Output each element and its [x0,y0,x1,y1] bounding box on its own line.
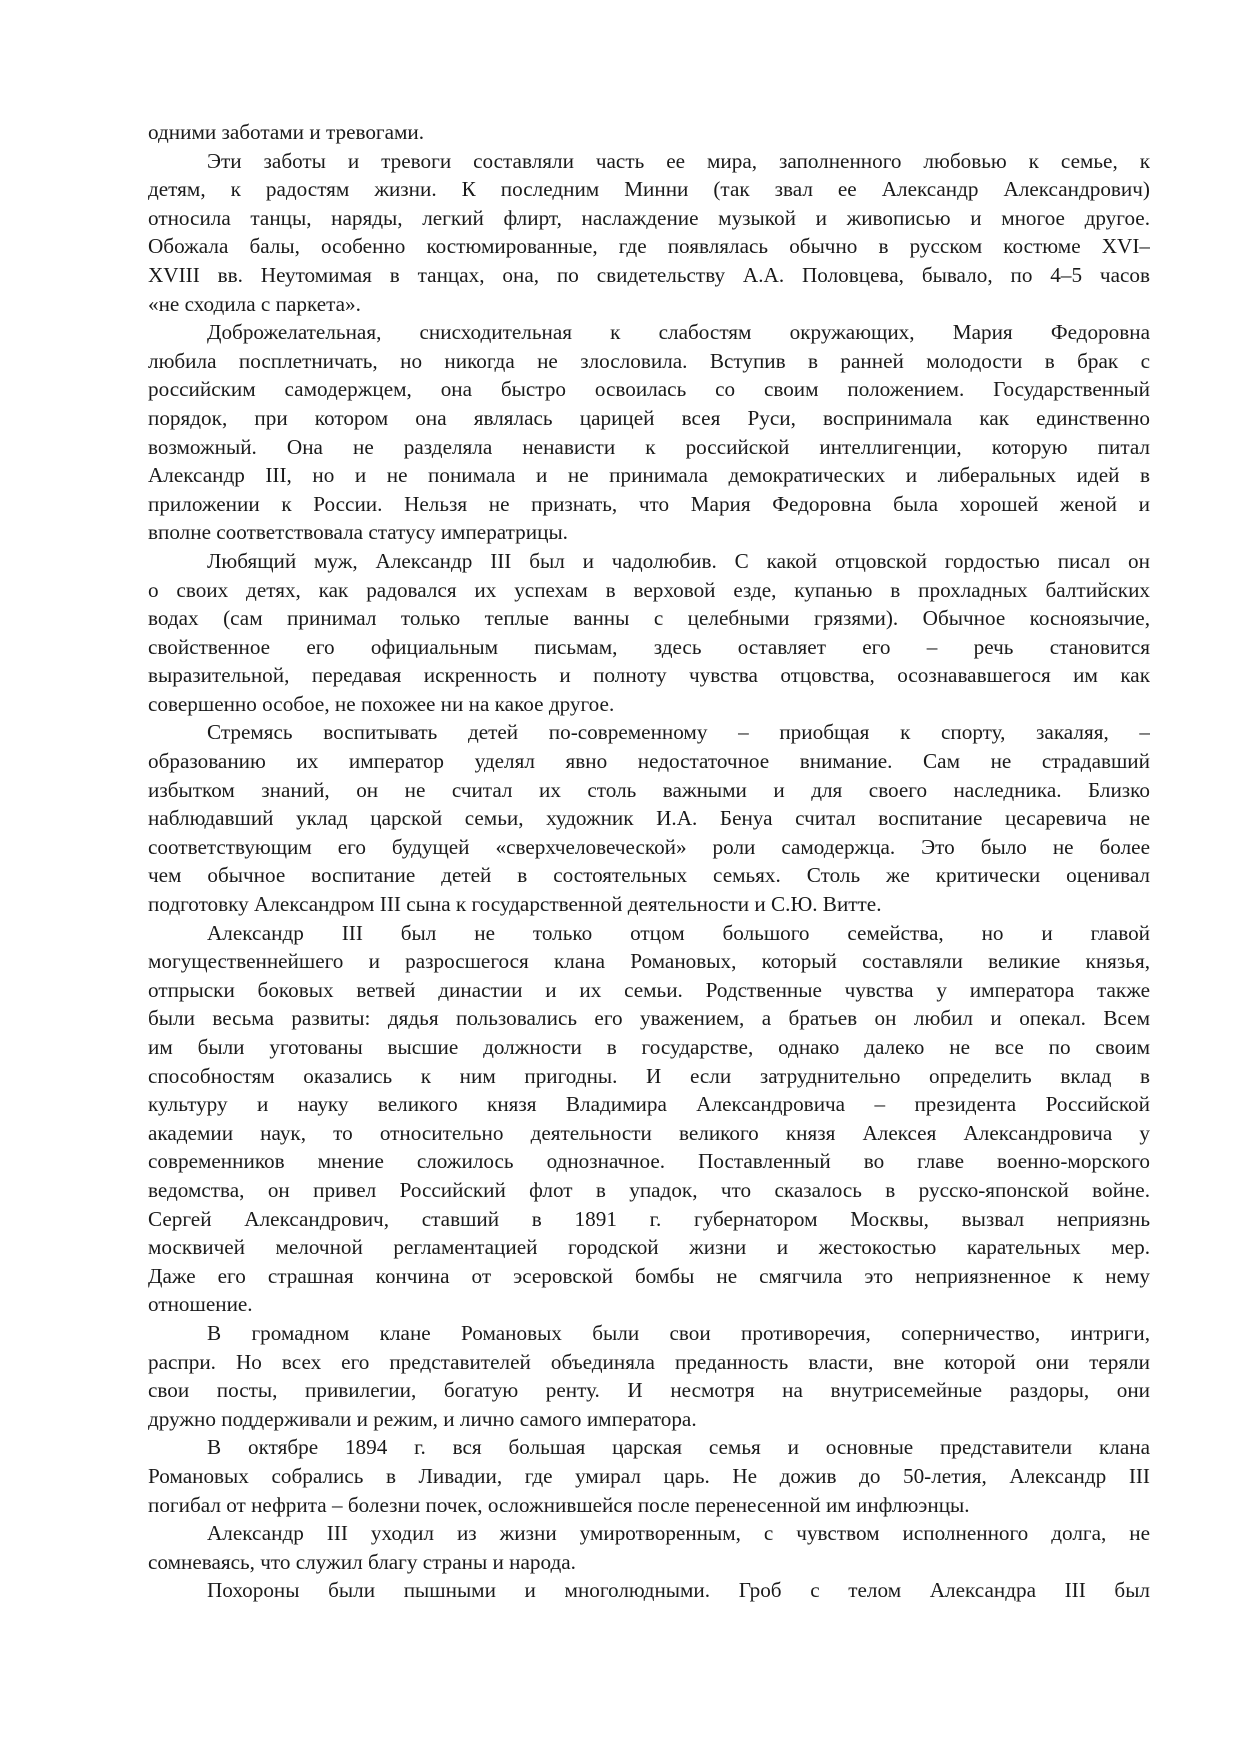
paragraph [148,147,1150,319]
text-line: им были уготованы высшие должности в государстве, однако далеко не все по своим [148,1035,1150,1059]
text-line: ведомства, он привел Российский флот в упадок, что сказалось в русско-японской войне. [148,1177,1150,1202]
text-line: Доброжелательная, снисходительная к слабостям окружающих, Мария Федоровна [207,320,1150,345]
text-line: российским самодержцем, она быстро освоилась со своим положением. Государственный [148,377,1150,402]
text-line: Любящий муж, Александр III был и чадолюбив. С какой отцовской гордостью писал он [207,548,1150,573]
paragraph [148,1576,1150,1605]
paragraph [148,118,1150,147]
text-line: Даже его страшная кончина от эсеровской бомбы не смягчила это неприязненное к нему [148,1263,1150,1288]
text-line: относила танцы, наряды, легкий флирт, наслаждение музыкой и живописью и многое другое. [148,205,1150,230]
text-line: избытком знаний, он не считал их столь важными и для своего наследника. Близко [148,777,1150,802]
text-line: чем обычное воспитание детей в состоятельных семьях. Столь же критически оценивал [148,863,1150,888]
text-line: одними заботами и тревогами. [148,120,425,144]
text-line: порядок, при котором она являлась царицей всея Руси, воспринимала как единственно [148,405,1150,430]
text-line: Александр III был не только отцом большого семейства, но и главой [207,920,1150,945]
text-line: приложении к России. Нельзя не признать, что Мария Федоровна была хорошей женой и [148,491,1150,516]
text-line: свойственное его официальным письмам, здесь оставляет его – речь становится [148,634,1150,659]
text-line: Александр III, но и не понимала и не принимала демократических и либеральных идей в [148,463,1150,488]
text-line: водах (сам принимал только теплые ванны с целебными грязями). Обычное косноязычие, [148,606,1150,631]
text-line: могущественнейшего и разросшегося клана Романовых, который составляли великие князья, [148,949,1150,974]
text-line: москвичей мелочной регламентацией городской жизни и жестокостью карательных мер. [148,1235,1150,1260]
paragraph [148,919,1150,1319]
text-line: Эти заботы и тревоги составляли часть ее мира, заполненного любовью к семье, к [207,148,1150,173]
text-line: соответствующим его будущей «сверхчеловеческой» роли самодержца. Это было не более [148,834,1150,859]
text-line: детям, к радостям жизни. К последним Минни (так звал ее Александр Александрович) [148,177,1150,202]
text-line: Александр III уходил из жизни умиротворенным, с чувством исполненного долга, не [207,1521,1150,1546]
text-line: подготовку Александром III сына к государственной деятельности и С.Ю. Витте. [148,892,882,917]
text-line: «не сходила с паркета». [148,291,361,316]
text-line: о своих детях, как радовался их успехам в верховой езде, купанью в прохладных балтийских [148,577,1150,602]
text-line: Стремясь воспитывать детей по-современному – приобщая к спорту, закаляя, – [207,720,1150,745]
text-line: совершенно особое, не похожее ни на какое другое. [148,691,615,716]
text-line: свои посты, привилегии, богатую ренту. И несмотря на внутрисемейные раздоры, они [148,1378,1150,1403]
text-line: распри. Но всех его представителей объединяла преданность власти, вне которой они теряли [148,1349,1150,1374]
text-line: дружно поддерживали и режим, и лично самого императора. [148,1406,697,1431]
text-line: вполне соответствовала статусу императрицы. [148,520,568,545]
text-line: любила посплетничать, но никогда не злословила. Вступив в ранней молодости в брак с [148,348,1150,373]
text-line: культуру и науку великого князя Владимира Александровича – президента Российской [148,1092,1150,1117]
document-page [148,118,1150,1605]
paragraph [148,318,1150,547]
text-line: были весьма развиты: дядья пользовались его уважением, а братьев он любил и опекал. Всем [148,1006,1150,1031]
text-line: Сергей Александрович, ставший в 1891 г. губернатором Москвы, вызвал неприязнь [148,1206,1150,1231]
paragraph [148,718,1150,918]
text-line: отпрыски боковых ветвей династии и их семьи. Родственные чувства у императора также [148,977,1150,1002]
text-line: выразительной, передавая искренность и полноту чувства отцовства, осознававшегося им как [148,663,1150,688]
text-line: наблюдавший уклад царской семьи, художник И.А. Бенуа считал воспитание цесаревича не [148,806,1150,831]
text-line: XVIII вв. Неутомимая в танцах, она, по свидетельству А.А. Половцева, бывало, по 4–5 часов [148,262,1150,287]
text-line: сомневаясь, что служил благу страны и народа. [148,1549,576,1574]
paragraph [148,1319,1150,1433]
text-line: академии наук, то относительно деятельности великого князя Алексея Александровича у [148,1120,1150,1145]
text-line: образованию их император уделял явно недостаточное внимание. Сам не страдавший [148,749,1150,774]
text-line: В громадном клане Романовых были свои противоречия, соперничество, интриги, [207,1320,1150,1345]
text-line: Романовых собрались в Ливадии, где умирал царь. Не дожив до 50-летия, Александр III [148,1463,1150,1488]
paragraph [148,1519,1150,1576]
text-line: отношение. [148,1292,253,1317]
text-line: способностям оказались к ним пригодны. И если затруднительно определить вклад в [148,1063,1150,1088]
text-line: Обожала балы, особенно костюмированные, где появлялась обычно в русском костюме XVI– [148,234,1150,259]
paragraph [148,547,1150,719]
text-line: В октябре 1894 г. вся большая царская семья и основные представители клана [207,1435,1150,1460]
text-line: погибал от нефрита – болезни почек, осложнившейся после перенесенной им инфлюэнцы. [148,1492,970,1517]
text-line: Похороны были пышными и многолюдными. Гроб с телом Александра III был [207,1578,1150,1603]
text-line: возможный. Она не разделяла ненависти к российской интеллигенции, которую питал [148,434,1150,459]
paragraph [148,1433,1150,1519]
text-line: современников мнение сложилось однозначное. Поставленный во главе военно-морского [148,1149,1150,1174]
